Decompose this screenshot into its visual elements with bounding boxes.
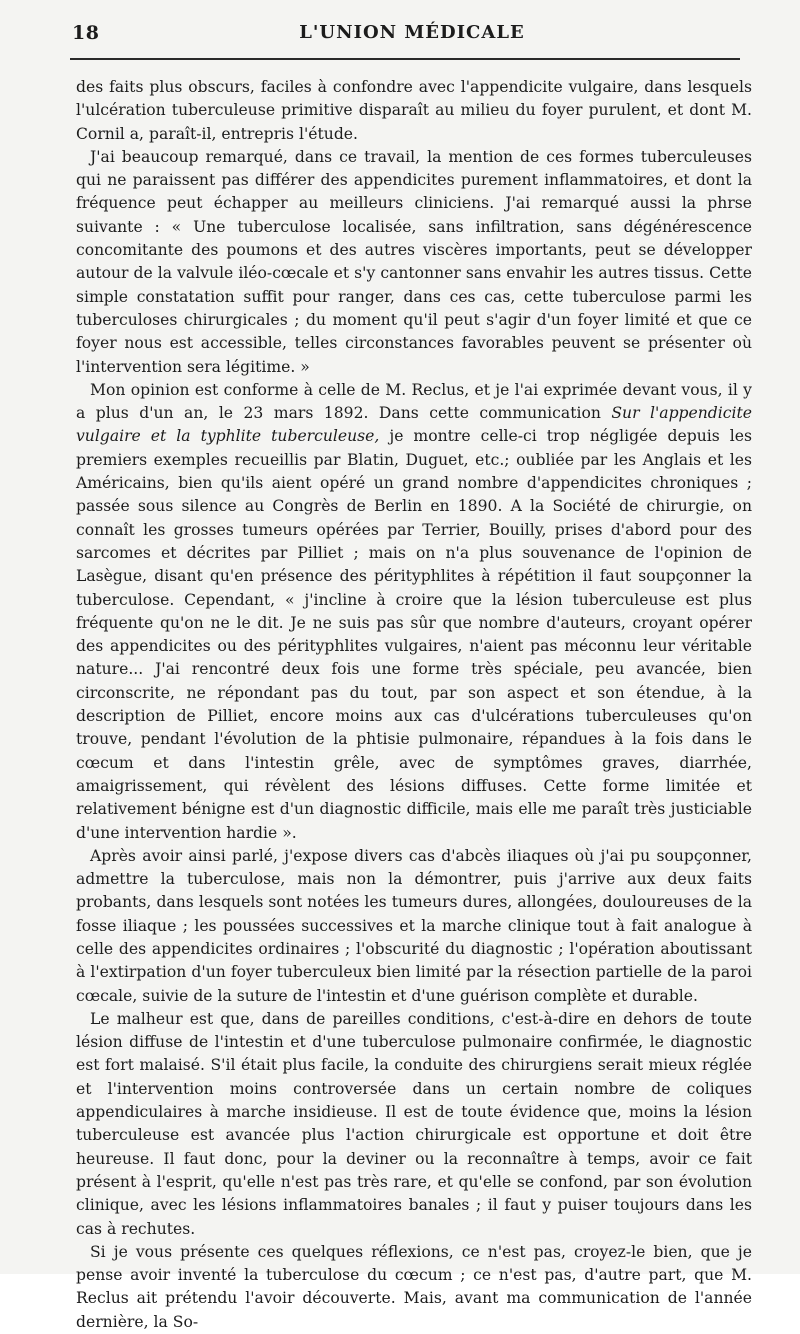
communication-title: Sur l'appendicite vulgaire et la typhlite tuberculeuse,	[76, 404, 752, 446]
article-body	[76, 76, 752, 1334]
paragraph-text: Mon opinion est conforme à celle de M. Reclus, et je l'ai exprimée devant vous, il y a plus d'un an, le 23 mars 1892. Dans cette communication	[76, 380, 752, 423]
paragraph: J'ai beaucoup remarqué, dans ce travail, la mention de ces formes tuberculeuses qui ne paraissent pas différer des appendicites purement inflammatoires, et dont la fréquence peut échapper au meilleurs cliniciens. J'ai remarqué aussi la phrse suivante : « Une tuberculose localisée, sans infiltration, sans dégénérescence concomitante des poumons et des autres viscères importants, peut se développer autour de la valvule iléo-cœcale et s'y cantonner sans envahir les autres tissus. Cette simple constatation suffit pour ranger, dans ces cas, cette tuberculose parmi les tuberculoses chirurgicales ; du moment qu'il peut s'agir d'un foyer limité et que ce foyer nous est accessible, telles circonstances favorables peuvent se présenter où l'intervention sera légitime. »	[76, 147, 752, 376]
paragraph	[76, 379, 752, 845]
paragraph: des faits plus obscurs, faciles à confondre avec l'appendicite vulgaire, dans lesquels l'ulcération tuberculeuse primitive disparaît au milieu du foyer purulent, et dont M. Cornil a, paraît-il, entrepris l'étude.	[76, 78, 752, 143]
paragraph-text: je montre celle-ci trop négligée depuis les premiers exemples recueillis par Blatin, Duguet, etc.; oubliée par les Anglais et les Américains, bien qu'ils aient opéré un grand nombre d'appendicites chroniques ; passée sous silence au Congrès de Berlin en 1890. A la Société de chirurgie, on connaît les grosses tumeurs opérées par Terrier, Bouilly, prises d'abord pour des sarcomes et décrites par Pilliet ; mais on n'a plus souvenance de l'opinion de Lasègue, disant qu'en présence des pérityphlites à répétition il faut soupçonner la tuberculose. Cependant, « j'incline à croire que la lésion tuberculeuse est plus fréquente qu'on ne le dit. Je ne suis pas sûr que nombre d'auteurs, croyant opérer des appendicites ou des pérityphlites vulgaires, n'aient pas méconnu leur véritable nature... J'ai rencontré deux fois une forme très spéciale, peu avancée, bien circonscrite, ne répondant pas du tout, par son aspect et son étendue, à la description de Pilliet, encore moins aux cas d'ulcérations tuberculeuses qu'on trouve, pendant l'évolution de la phtisie pulmonaire, répandues à la fois dans le cœcum et dans l'intestin grêle, avec de symptômes graves, diarrhée, amaigrissement, qui révèlent des lésions diffuses. Cette forme limitée et relativement bénigne est d'un diagnostic difficile, mais elle me paraît très justiciable d'une intervention hardie ».	[76, 427, 752, 842]
paragraph: Si je vous présente ces quelques réflexions, ce n'est pas, croyez-le bien, que je pense avoir inventé la tuberculose du cœcum ; ce n'est pas, d'autre part, que M. Reclus ait prétendu l'avoir découverte. Mais, avant ma communication de l'année dernière, la So-	[76, 1242, 752, 1331]
page-number: 18	[72, 22, 100, 44]
running-header	[72, 22, 752, 52]
paragraph: Après avoir ainsi parlé, j'expose divers cas d'abcès iliaques où j'ai pu soupçonner, admettre la tuberculose, mais non la démontrer, puis j'arrive aux deux faits probants, dans lesquels sont notées les tumeurs dures, allongées, douloureuses de la fosse iliaque ; les poussées successives et la marche clinique tout à fait analogue à celle des appendicites ordinaires ; l'obscurité du diagnostic ; l'opération aboutissant à l'extirpation d'un foyer tuberculeux bien limité par la résection partielle de la paroi cœcale, suivie de la suture de l'intestin et d'une guérison complète et durable.	[76, 846, 752, 1005]
header-rule	[70, 58, 740, 60]
journal-title: L'UNION MÉDICALE	[299, 22, 525, 43]
paragraph: Le malheur est que, dans de pareilles conditions, c'est-à-dire en dehors de toute lésion diffuse de l'intestin et d'une tuberculose pulmonaire confirmée, le diagnostic est fort malaisé. S'il était plus facile, la conduite des chirurgiens serait mieux réglée et l'intervention moins controversée dans un certain nombre de coliques appendiculaires à marche insidieuse. Il est de toute évidence que, moins la lésion tuberculeuse est avancée plus l'action chirurgicale est opportune et doit être heureuse. Il faut donc, pour la deviner ou la reconnaître à temps, avoir ce fait présent à l'esprit, qu'elle n'est pas très rare, et qu'elle se confond, par son évolution clinique, avec les lésions inflammatoires banales ; il faut y puiser toujours dans les cas à rechutes.	[76, 1009, 752, 1238]
